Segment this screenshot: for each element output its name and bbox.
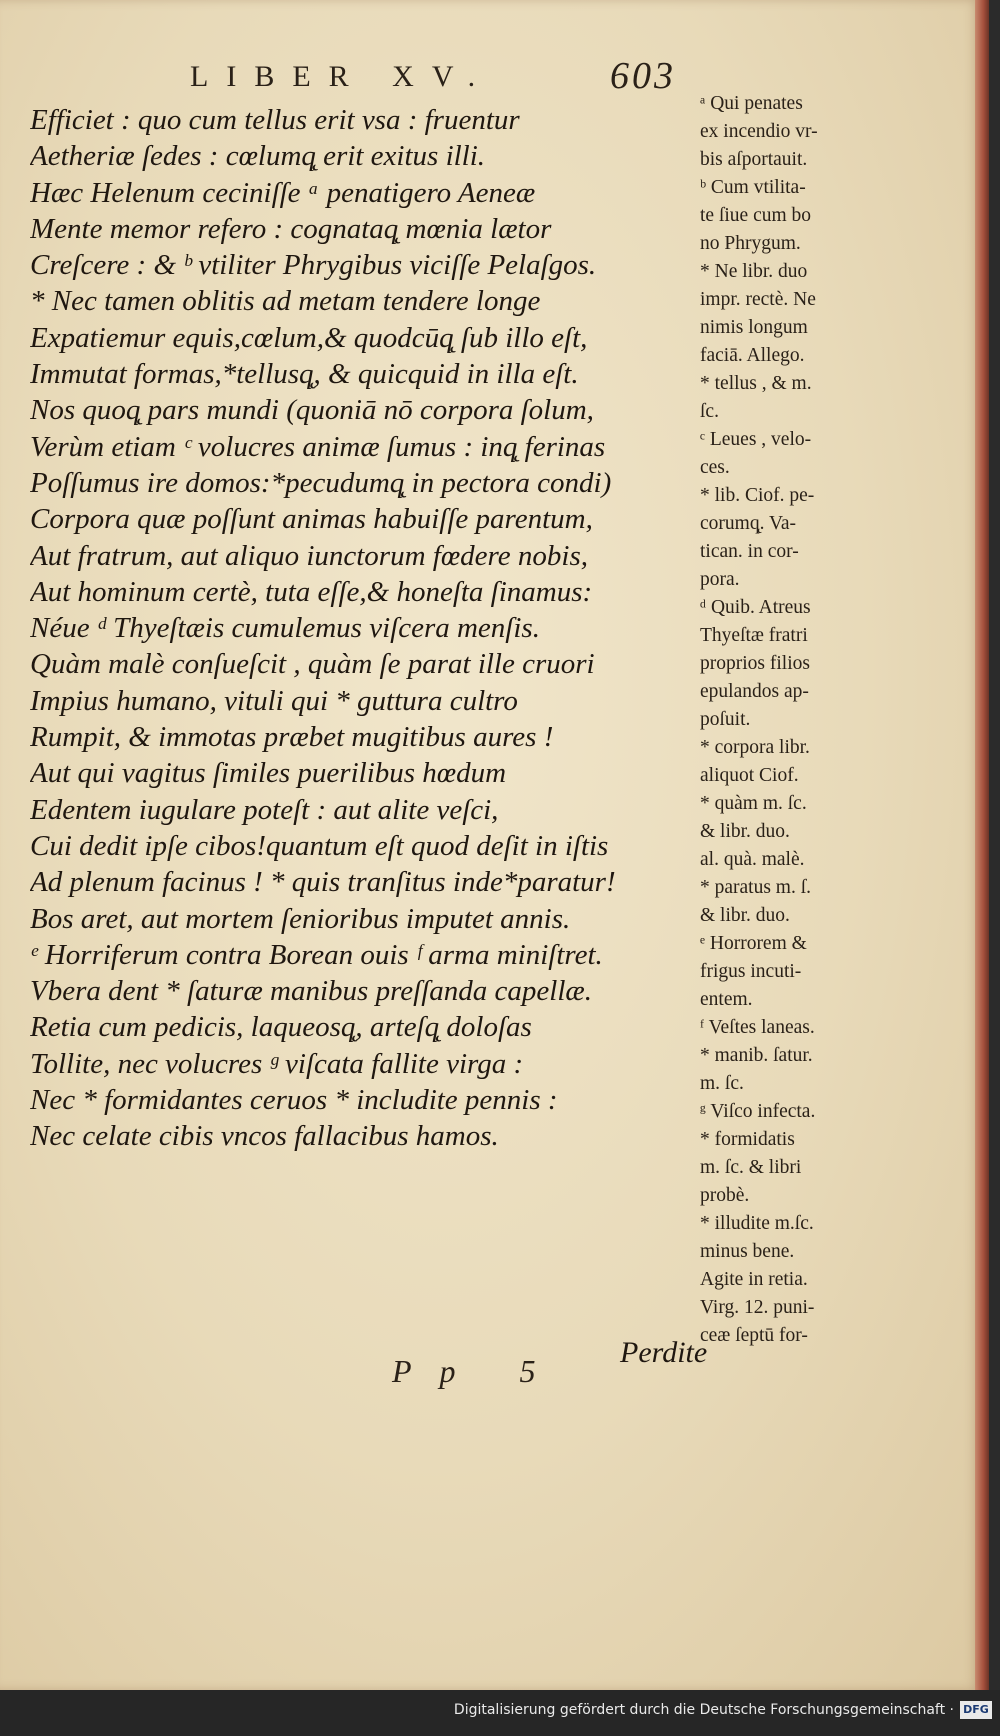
marginal-note-line: proprios filios — [700, 653, 810, 674]
marginal-note-line: te ſiue cum bo — [700, 205, 812, 226]
marginal-note-line: faciā. Allego. — [700, 345, 805, 366]
marginal-note-line: * quàm m. ſc. — [700, 793, 807, 814]
marginal-note-line: * lib. Ciof. pe- — [700, 485, 815, 506]
marginal-note-line: m. ſc. & libri — [700, 1157, 802, 1178]
verse-line: Creſcere : & ᵇ vtiliter Phrygibus viciſſe Pelaſgos. — [30, 249, 597, 282]
marginal-note-line: minus bene. — [700, 1241, 795, 1262]
marginal-note-line: frigus incuti- — [700, 961, 802, 982]
verse-line: Hæc Helenum ceciniſſe ᵃ penatigero Aeneæ — [30, 176, 536, 209]
marginal-note-line: Virg. 12. puni- — [700, 1297, 815, 1318]
verse-line: Efficiet : quo cum tellus erit vsa : fruentur — [30, 104, 520, 136]
marginal-note-line: ᵍ Viſco infecta. — [700, 1101, 816, 1122]
verse-line: Ad plenum facinus ! * quis tranſitus inde*paratur! — [30, 866, 616, 899]
marginal-note-line: * illudite m.ſc. — [700, 1213, 814, 1234]
verse-line: Aut fratrum, aut aliquo iunctorum fœdere nobis, — [30, 539, 588, 572]
marginal-note-line: * paratus m. ſ. — [700, 877, 812, 898]
marginal-note-line: ſc. — [700, 401, 719, 422]
marginal-note-line: entem. — [700, 989, 753, 1010]
marginal-note-line: ᶠ Veſtes laneas. — [700, 1017, 815, 1038]
marginal-note-line: & libr. duo. — [700, 905, 790, 926]
verse-line: Edentem iugulare poteſt : aut alite veſci, — [30, 793, 499, 826]
marginal-note-line: impr. rectè. Ne — [700, 289, 816, 310]
verse-line: Nec * formidantes ceruos * includite pennis : — [30, 1084, 558, 1117]
verse-line: Aetheriæ ſedes : cœlumq̨ erit exitus illi. — [30, 140, 486, 173]
verse-line: Nos quoq̨ pars mundi (quoniā nō corpora ſolum, — [30, 394, 594, 427]
marginal-note-line: probè. — [700, 1185, 750, 1206]
marginal-note-line: & libr. duo. — [700, 821, 790, 842]
verse-line: Aut hominum certè, tuta eſſe,& honeſta ſinamus: — [30, 575, 593, 608]
verse-line: Corpora quæ poſſunt animas habuiſſe parentum, — [30, 503, 593, 536]
page-header — [190, 54, 710, 102]
verse-line: Retia cum pedicis, laqueosq̨, arteſq̨ doloſas — [30, 1011, 532, 1044]
verse-line: Rumpit, & immotas præbet mugitibus aures ! — [30, 721, 554, 754]
marginal-note-line: tican. in cor- — [700, 541, 799, 562]
verse-text — [30, 102, 710, 1155]
marginal-note-line: aliquot Ciof. — [700, 765, 799, 786]
marginal-note-line: ᵈ Quib. Atreus — [700, 597, 811, 618]
funding-credit: Digitalisierung gefördert durch die Deutsche Forschungsgemeinschaft · — [453, 1702, 954, 1718]
marginal-note-line: * Ne libr. duo — [700, 261, 808, 282]
marginal-note-line: ex incendio vr- — [700, 121, 818, 142]
marginal-note-line: epulandos ap- — [700, 681, 809, 702]
verse-line: Quàm malè conſueſcit , quàm ſe parat ille cruori — [30, 648, 595, 681]
marginal-note-line: ceæ ſeptū for- — [700, 1325, 808, 1346]
verse-line: Verùm etiam ᶜ volucres animæ ſumus : inq̨ ferinas — [30, 430, 606, 463]
marginal-note-line: Thyeſtæ fratri — [700, 625, 808, 646]
marginal-note-line: m. ſc. — [700, 1073, 744, 1094]
verse-line: * Nec tamen oblitis ad metam tendere longe — [30, 285, 541, 318]
footer-bar — [0, 1690, 1000, 1736]
marginal-note-line: corumq̨. Va- — [700, 513, 797, 534]
marginal-note-line: nimis longum — [700, 317, 808, 338]
catchword: Perdite — [620, 1336, 708, 1369]
marginal-note-line: ᵇ Cum vtilita- — [700, 177, 806, 198]
verse-line: Tollite, nec volucres ᵍ viſcata fallite virga : — [30, 1047, 524, 1080]
verse-line: Cui dedit ipſe cibos!quantum eſt quod deſit in iſtis — [30, 829, 609, 862]
verse-line: Immutat formas,*tellusq̨, & quicquid in illa eſt. — [30, 358, 579, 391]
marginal-note-line: * manib. ſatur. — [700, 1045, 813, 1066]
marginal-note-line: ᵃ Qui penates — [700, 93, 803, 114]
marginal-note-line: poſuit. — [700, 709, 751, 730]
running-head: LIBER XV. — [190, 60, 494, 93]
verse-line: Poſſumus ire domos:*pecudumq̨ in pectora condi) — [30, 466, 612, 499]
verse-line: Vbera dent * ſaturæ manibus preſſanda capellæ. — [30, 975, 592, 1008]
page-number: 603 — [610, 55, 676, 97]
verse-line: Bos aret, aut mortem ſenioribus imputet annis. — [30, 902, 571, 935]
verse-line: Impius humano, vituli qui * guttura cultro — [30, 684, 518, 717]
marginal-note-line: bis aſportauit. — [700, 149, 808, 170]
verse-line: Expatiemur equis,cœlum,& quodcūq̨ ſub illo eſt, — [30, 321, 588, 354]
marginal-note-line: * formidatis — [700, 1129, 795, 1150]
verse-line: Néue ᵈ Thyeſtæis cumulemus viſcera menſis. — [30, 612, 540, 645]
verse-line: Nec celate cibis vncos fallacibus hamos. — [30, 1120, 499, 1153]
marginal-note-line: pora. — [700, 569, 740, 590]
verse-line: Mente memor refero : cognataq̨ mœnia lætor — [30, 212, 552, 245]
marginal-note-line: * tellus , & m. — [700, 373, 812, 394]
marginal-notes — [700, 90, 900, 1350]
signature-mark: Pp 5 — [392, 1353, 564, 1389]
marginal-note-line: Agite in retia. — [700, 1269, 808, 1290]
dfg-logo: DFG — [960, 1701, 992, 1719]
marginal-note-line: ᵉ Horrorem & — [700, 933, 807, 954]
marginal-note-line: * corpora libr. — [700, 737, 810, 758]
marginal-note-line: al. quà. malè. — [700, 849, 805, 870]
verse-line: Aut qui vagitus ſimiles puerilibus hœdum — [30, 757, 507, 790]
marginal-note-line: ᶜ Leues , velo- — [700, 429, 812, 450]
marginal-note-line: ces. — [700, 457, 730, 478]
marginal-note-line: no Phrygum. — [700, 233, 801, 254]
page-edge — [975, 0, 989, 1690]
verse-line: ᵉ Horriferum contra Borean ouis ᶠ arma miniſtret. — [30, 938, 603, 971]
